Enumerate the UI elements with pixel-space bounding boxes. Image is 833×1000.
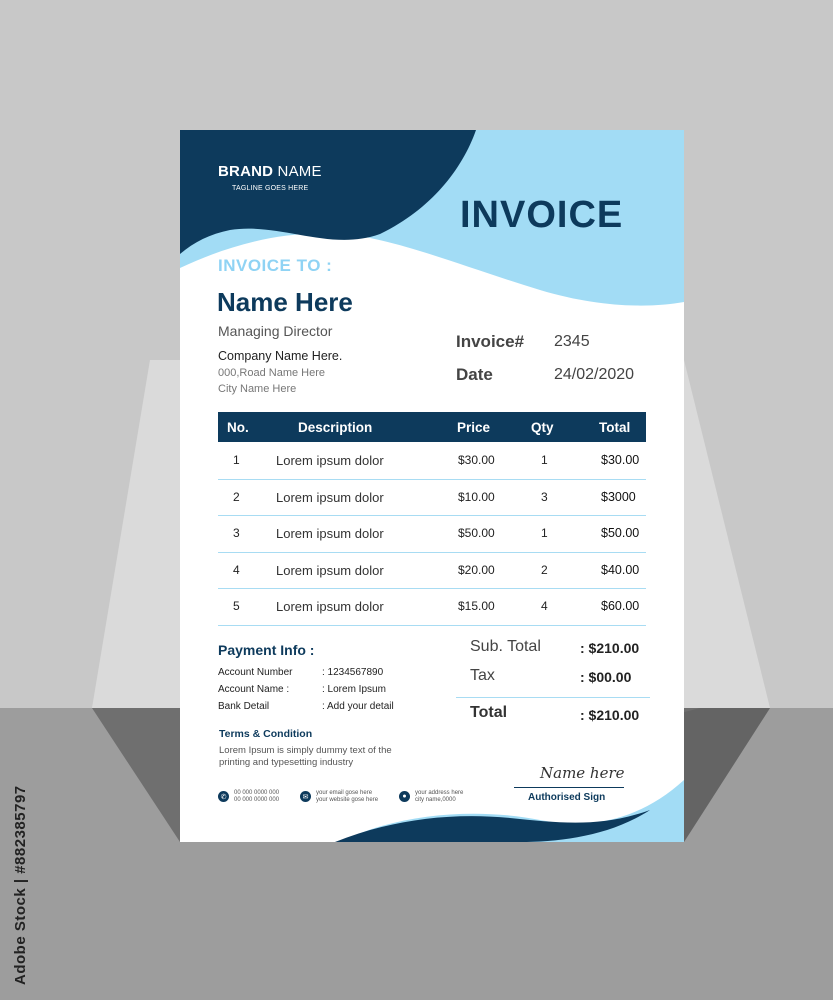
total-label: Total [470, 704, 508, 721]
row-qty: 1 [541, 526, 548, 540]
account-name-value: : Lorem Ipsum [322, 684, 386, 695]
row-total: $3000 [601, 489, 636, 504]
col-price: Price [457, 420, 491, 435]
table-row [218, 552, 646, 590]
table-row [218, 515, 646, 553]
bank-detail-value: : Add your detail [322, 701, 394, 712]
row-description: Lorem ipsum dolor [276, 489, 384, 505]
tax-value: : $00.00 [580, 669, 632, 685]
client-company: Company Name Here. [218, 349, 343, 363]
row-description: Lorem ipsum dolor [276, 453, 384, 468]
account-number-value: : 1234567890 [322, 667, 384, 678]
col-no: No. [227, 420, 249, 435]
row-description: Lorem ipsum dolor [276, 526, 384, 541]
table-header [218, 412, 646, 442]
col-qty: Qty [531, 420, 554, 435]
row-total: $60.00 [601, 599, 640, 613]
signature-line [514, 787, 624, 788]
row-description: Lorem ipsum dolor [276, 599, 384, 614]
table-row [218, 479, 646, 517]
table-row [218, 442, 646, 480]
subtotal-label: Sub. Total [470, 638, 541, 655]
account-name-label: Account Name : [218, 684, 290, 695]
payment-info-heading: Payment Info : [218, 642, 315, 658]
row-no: 4 [233, 562, 240, 577]
terms-line1: Lorem Ipsum is simply dummy text of the [219, 745, 392, 756]
client-name: Name Here [217, 287, 353, 317]
subtotal-value: : $210.00 [580, 640, 640, 656]
stock-id-label: Adobe Stock | #882385797 [12, 785, 29, 985]
client-address-line2: City Name Here [218, 383, 297, 395]
col-total: Total [599, 420, 631, 435]
date-label: Date [456, 365, 493, 384]
row-qty: 2 [541, 562, 548, 577]
phone-icon: ✆ [218, 791, 229, 802]
row-qty: 1 [541, 453, 548, 467]
invoice-sheet [180, 130, 684, 842]
brand-tagline: TAGLINE GOES HERE [232, 185, 309, 192]
address-line1: your address here [415, 790, 464, 796]
bank-detail-label: Bank Detail [218, 701, 270, 712]
contact-email [300, 790, 378, 803]
email-line1: your email gose here [316, 790, 373, 796]
row-total: $30.00 [601, 453, 640, 467]
row-qty: 4 [541, 599, 548, 613]
brand-name: BRAND NAME [218, 163, 322, 180]
row-no: 5 [233, 599, 240, 613]
row-qty: 3 [541, 489, 548, 504]
terms-line2: printing and typesetting industry [219, 757, 354, 768]
invoice-title: INVOICE [460, 194, 624, 236]
terms-heading: Terms & Condition [219, 728, 313, 740]
row-price: $50.00 [458, 526, 495, 540]
contact-phone [218, 790, 279, 803]
location-icon: ● [399, 791, 410, 802]
row-total: $40.00 [601, 562, 640, 577]
email-icon: ✉ [300, 791, 311, 802]
client-role: Managing Director [218, 323, 333, 339]
account-number-label: Account Number [218, 667, 293, 678]
row-description: Lorem ipsum dolor [276, 562, 384, 578]
client-address-line1: 000,Road Name Here [218, 367, 326, 379]
summary-divider [456, 697, 650, 698]
email-line2: your website gose here [316, 796, 379, 803]
table-row [218, 588, 646, 626]
row-total: $50.00 [601, 526, 640, 540]
signature: Name here [540, 764, 625, 782]
row-price: $15.00 [458, 599, 495, 613]
invoice-number-label: Invoice# [456, 332, 525, 351]
phone-line2: 00 000 0000 000 [234, 796, 280, 803]
date-value: 24/02/2020 [554, 366, 635, 383]
total-value: : $210.00 [580, 707, 640, 723]
row-no: 3 [233, 526, 240, 540]
row-price: $30.00 [458, 453, 495, 467]
row-no: 1 [233, 453, 240, 467]
row-no: 2 [233, 489, 240, 504]
row-price: $20.00 [458, 562, 495, 577]
row-price: $10.00 [458, 489, 495, 504]
col-description: Description [298, 420, 373, 435]
phone-line1: 00 000 0000 000 [234, 790, 280, 796]
address-line2: city name,0000 [415, 796, 456, 803]
contact-address [399, 790, 463, 803]
authorised-sign-label: Authorised Sign [528, 792, 606, 803]
tax-label: Tax [470, 667, 495, 684]
invoice-to-heading: INVOICE TO : [218, 256, 333, 275]
invoice-number-value: 2345 [554, 333, 590, 350]
